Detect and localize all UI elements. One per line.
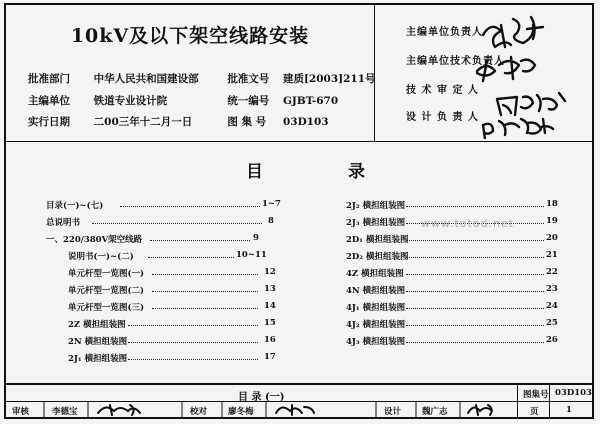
role-name: 廖冬梅 bbox=[228, 407, 254, 417]
toc-item: 2Z 横担组装图 15 bbox=[68, 318, 276, 330]
toc-item: 单元杆型一览图(三) 14 bbox=[68, 301, 276, 313]
toc-item: 说明书(一)~(二) 10~11 bbox=[68, 250, 267, 262]
toc-item: 一、220/380V架空线路 9 bbox=[46, 233, 259, 245]
toc-item: 单元杆型一览图(一) 12 bbox=[68, 267, 276, 279]
meta-row-date: 实行日期 二00三年十二月一日 图 集 号 03D103 bbox=[28, 116, 329, 128]
signoff-row: 主编单位技术负责人 bbox=[406, 56, 505, 67]
toc-item: 2D₁ 横担组装图 20 bbox=[346, 233, 558, 245]
title-block bbox=[6, 383, 592, 417]
toc-heading-left: 目 bbox=[246, 162, 263, 182]
page-title: 10kV及以下架空线路安装 bbox=[70, 25, 310, 47]
atlas-label: 图集号 bbox=[523, 390, 549, 400]
role-name: 魏广志 bbox=[422, 407, 448, 417]
role-label: 审核 bbox=[12, 407, 30, 417]
meta-row-approval: 批准部门 中华人民共和国建设部 批准文号 建质[2003]211号 bbox=[28, 73, 376, 85]
signoff-row: 设 计 负 责 人 bbox=[406, 112, 479, 123]
drawing-title: 目 录 (一) bbox=[238, 392, 285, 403]
watermark-text: www.totod.net bbox=[421, 217, 515, 230]
page-label: 页 bbox=[530, 407, 539, 417]
toc-item: 4J₂ 横担组装图 25 bbox=[346, 318, 558, 330]
header-info bbox=[6, 5, 375, 141]
toc-item: 4J₃ 横担组装图 26 bbox=[346, 335, 558, 347]
toc-item: 总说明书 8 bbox=[46, 216, 274, 228]
role-name: 李德宝 bbox=[52, 407, 78, 417]
signoff-row: 技 术 审 定 人 bbox=[406, 85, 479, 96]
handwritten-signatures bbox=[461, 9, 589, 139]
toc-item: 4Z 横担组装图 22 bbox=[346, 267, 558, 279]
atlas-number: 03D103 bbox=[555, 388, 592, 398]
toc-item: 2J₃ 横担组装图 19 bbox=[346, 216, 558, 228]
toc-item: 2N 横担组装图 16 bbox=[68, 335, 276, 347]
toc-item: 目录(一)~(七) 1~7 bbox=[46, 199, 281, 211]
role-label: 校对 bbox=[190, 407, 208, 417]
toc-item: 2D₂ 横担组装图 21 bbox=[346, 250, 558, 262]
toc-item: 2J₁ 横担组装图 17 bbox=[68, 352, 276, 364]
toc-heading-right: 录 bbox=[348, 162, 365, 182]
toc-item: 4N 横担组装图 23 bbox=[346, 284, 558, 296]
drawing-sheet bbox=[4, 3, 594, 419]
header-divider bbox=[6, 141, 592, 142]
toc-item: 单元杆型一览图(二) 13 bbox=[68, 284, 276, 296]
role-label: 设计 bbox=[384, 407, 402, 417]
signoff-row: 主编单位负责人 bbox=[406, 27, 483, 38]
meta-row-editor: 主编单位 铁道专业设计院 统一编号 GJBT-670 bbox=[28, 95, 339, 107]
toc-item: 4J₁ 横担组装图 24 bbox=[346, 301, 558, 313]
titleblock-signatures bbox=[6, 401, 517, 417]
toc-item: 2J₂ 横担组装图 18 bbox=[346, 199, 558, 211]
page-number: 1 bbox=[566, 405, 572, 415]
